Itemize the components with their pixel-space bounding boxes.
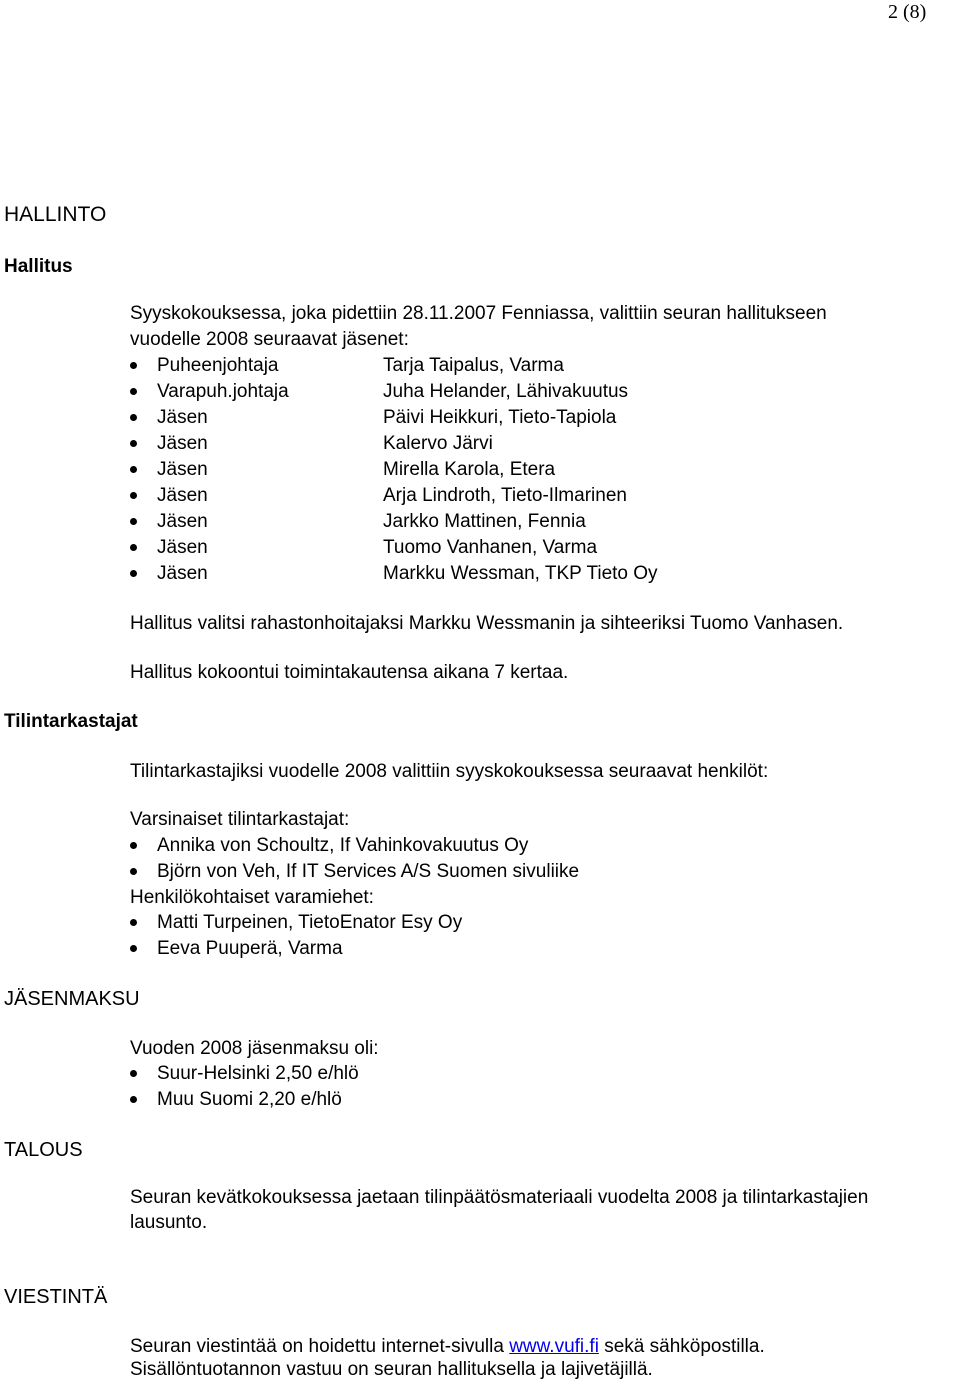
member-name: Kalervo Järvi (383, 433, 493, 454)
bullet-icon (130, 414, 137, 421)
bullet-icon (130, 1070, 137, 1077)
bullet-icon (130, 440, 137, 447)
website-link[interactable]: www.vufi.fi (509, 1336, 599, 1357)
member-role: Jäsen (157, 563, 208, 584)
member-name: Päivi Heikkuri, Tieto-Tapiola (383, 407, 617, 428)
member-role: Varapuh.johtaja (157, 381, 289, 402)
member-role: Jäsen (157, 485, 208, 506)
heading-hallinto: HALLINTO (4, 203, 107, 226)
auditors-regular-heading: Varsinaiset tilintarkastajat: (130, 809, 350, 830)
member-role: Jäsen (157, 459, 208, 480)
page-number: 2 (8) (888, 1, 927, 23)
heading-hallitus: Hallitus (4, 256, 73, 277)
auditors-intro: Tilintarkastajiksi vuodelle 2008 valittiin syyskokouksessa seuraavat henkilöt: (130, 761, 769, 782)
membership-fee-intro: Vuoden 2008 jäsenmaksu oli: (130, 1038, 379, 1059)
member-name: Arja Lindroth, Tieto-Ilmarinen (383, 485, 627, 506)
member-name: Markku Wessman, TKP Tieto Oy (383, 563, 658, 584)
heading-viestinta: VIESTINTÄ (4, 1286, 108, 1308)
hallitus-intro-line1: Syyskokouksessa, joka pidettiin 28.11.2007 Fenniassa, valittiin seuran hallitukseen (130, 303, 827, 324)
bullet-icon (130, 466, 137, 473)
member-name: Mirella Karola, Etera (383, 459, 556, 480)
member-role: Jäsen (157, 511, 208, 532)
fee-item: Muu Suomi 2,20 e/hlö (157, 1089, 342, 1110)
communication-line1 (130, 1335, 765, 1359)
member-role: Puheenjohtaja (157, 355, 279, 376)
bullet-icon (130, 362, 137, 369)
bullet-icon (130, 1096, 137, 1103)
member-role: Jäsen (157, 407, 208, 428)
bullet-icon (130, 492, 137, 499)
heading-tilintarkastajat: Tilintarkastajat (4, 711, 138, 732)
finance-line2: lausunto. (130, 1212, 208, 1233)
fee-item: Suur-Helsinki 2,50 e/hlö (157, 1063, 359, 1084)
bullet-icon (130, 388, 137, 395)
member-name: Tuomo Vanhanen, Varma (383, 537, 598, 558)
member-role: Jäsen (157, 433, 208, 454)
bullet-icon (130, 945, 137, 952)
auditor-name: Björn von Veh, If IT Services A/S Suomen sivuliike (157, 861, 580, 882)
deputy-name: Eeva Puuperä, Varma (157, 938, 343, 959)
hallitus-intro-line2: vuodelle 2008 seuraavat jäsenet: (130, 329, 409, 350)
bullet-icon (130, 544, 137, 551)
member-name: Juha Helander, Lähivakuutus (383, 381, 629, 402)
finance-line1: Seuran kevätkokouksessa jaetaan tilinpäätösmateriaali vuodelta 2008 ja tilintarkastajien (130, 1187, 869, 1208)
communication-text-after: sekä sähköpostilla. (598, 1336, 765, 1357)
communication-line2: Sisällöntuotannon vastuu on seuran hallituksella ja lajivetäjillä. (130, 1359, 653, 1380)
heading-talous: TALOUS (4, 1139, 83, 1161)
deputy-name: Matti Turpeinen, TietoEnator Esy Oy (157, 912, 463, 933)
heading-jasenmaksu: JÄSENMAKSU (4, 988, 140, 1010)
auditor-name: Annika von Schoultz, If Vahinkovakuutus Oy (157, 835, 529, 856)
communication-text-before: Seuran viestintää on hoidettu internet-sivulla (130, 1336, 510, 1357)
bullet-icon (130, 919, 137, 926)
bullet-icon (130, 570, 137, 577)
bullet-icon (130, 842, 137, 849)
member-role: Jäsen (157, 537, 208, 558)
bullet-icon (130, 868, 137, 875)
hallitus-paragraph-officers: Hallitus valitsi rahastonhoitajaksi Markku Wessmanin ja sihteeriksi Tuomo Vanhasen. (130, 613, 844, 634)
bullet-icon (130, 518, 137, 525)
member-name: Tarja Taipalus, Varma (383, 355, 564, 376)
auditors-deputy-heading: Henkilökohtaiset varamiehet: (130, 887, 374, 908)
member-name: Jarkko Mattinen, Fennia (383, 511, 586, 532)
hallitus-paragraph-meetings: Hallitus kokoontui toimintakautensa aikana 7 kertaa. (130, 662, 569, 683)
